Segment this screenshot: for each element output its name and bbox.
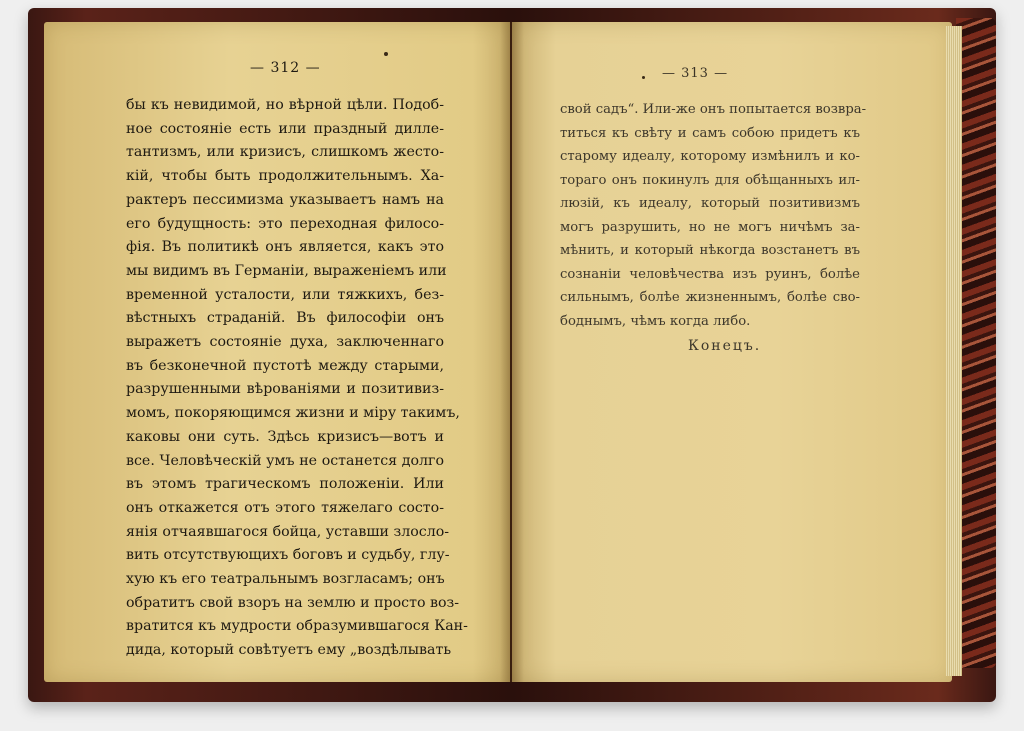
left-page-number: — 312 — xyxy=(250,60,321,76)
left-page-line: въ безконечной пустотѣ между старыми, xyxy=(126,357,444,374)
right-page-line: старому идеалу, которому измѣнилъ и ко- xyxy=(560,149,860,164)
left-page-line: хую къ его театральнымъ возгласамъ; онъ xyxy=(126,571,445,588)
left-page-text xyxy=(126,94,468,663)
left-page-line: мы видимъ въ Германіи, выраженіемъ или xyxy=(126,262,447,279)
right-page-number: — 313 — xyxy=(662,66,729,81)
left-page-line: фія. Въ политикѣ онъ является, какъ это xyxy=(126,239,444,256)
left-page-line: кій, чтобы быть продолжительнымъ. Ха- xyxy=(126,168,444,185)
left-page xyxy=(44,22,510,682)
left-page-line: каковы они суть. Здѣсь кризисъ—вотъ и xyxy=(126,428,444,445)
left-page-line: ное состояніе есть или праздный дилле- xyxy=(126,120,444,137)
left-page-line: вратитcя къ мудрости образумившагося Кан- xyxy=(126,618,468,635)
right-page-line: могъ разрушить, но не могъ ничѣмъ за- xyxy=(560,219,860,235)
left-page-line: все. Человѣческій умъ не останется долго xyxy=(126,452,444,469)
left-page-line: рактеръ пессимизма указываетъ намъ на xyxy=(126,191,444,208)
paper-speck xyxy=(642,76,645,79)
ending-word: Конецъ. xyxy=(688,338,762,354)
page-edges xyxy=(946,26,962,676)
right-page-text xyxy=(560,98,867,333)
right-page-line: боднымъ, чѣмъ когда либо. xyxy=(560,313,751,329)
left-page-line: вѣстныхъ страданій. Въ философіи онъ xyxy=(126,310,444,327)
left-page-line: временной усталости, или тяжкихъ, без- xyxy=(126,286,444,303)
left-page-line: янія отчаявшагося бойца, уставши злосло- xyxy=(126,523,450,540)
left-page-line: тантизмъ, или кризисъ, слишкомъ жесто- xyxy=(126,144,444,161)
marbled-cover-edge xyxy=(956,18,996,668)
left-page-line: момъ, покоряющимся жизни и міру такимъ, xyxy=(126,405,460,422)
left-page-line: разрушенными вѣрованіями и позитивиз- xyxy=(126,381,444,398)
right-page-line: сознаніи человѣчества изъ руинъ, болѣе xyxy=(560,266,860,282)
left-page-line: онъ откажется отъ этого тяжелаго состо- xyxy=(126,499,444,516)
right-page-line: сильнымъ, болѣе жизненнымъ, болѣе сво- xyxy=(560,290,860,305)
paper-speck xyxy=(384,52,388,56)
left-page-line: бы къ невидимой, но вѣрной цѣли. Подоб- xyxy=(126,97,444,113)
right-page-line: мѣнить, и который нѣкогда возстанетъ въ xyxy=(560,243,860,258)
left-page-line: дида, который совѣтуетъ ему „воздѣлывать xyxy=(126,642,452,659)
right-page-line: титься къ свѣту и самъ собою придетъ къ xyxy=(560,125,860,141)
left-page-line: выражетъ состояніе духа, заключеннаго xyxy=(126,334,444,351)
left-page-line: его будущность: это переходная филосо- xyxy=(126,215,444,232)
right-page xyxy=(512,22,952,682)
right-page-line: люзій, къ идеалу, который позитивизмъ xyxy=(560,196,860,211)
left-page-line: въ этомъ трагическомъ положеніи. Или xyxy=(126,476,444,493)
right-page-line: тораго онъ покинулъ для обѣщанныхъ ил- xyxy=(560,172,860,188)
left-page-line: вить отсутствующихъ боговъ и судьбу, глу- xyxy=(126,547,450,564)
right-page-line: свой садъ“. Или-же онъ попытается возвра- xyxy=(560,102,867,117)
book-gutter xyxy=(500,22,524,682)
left-page-line: обратитъ свой взоръ на землю и просто воз- xyxy=(126,594,460,611)
